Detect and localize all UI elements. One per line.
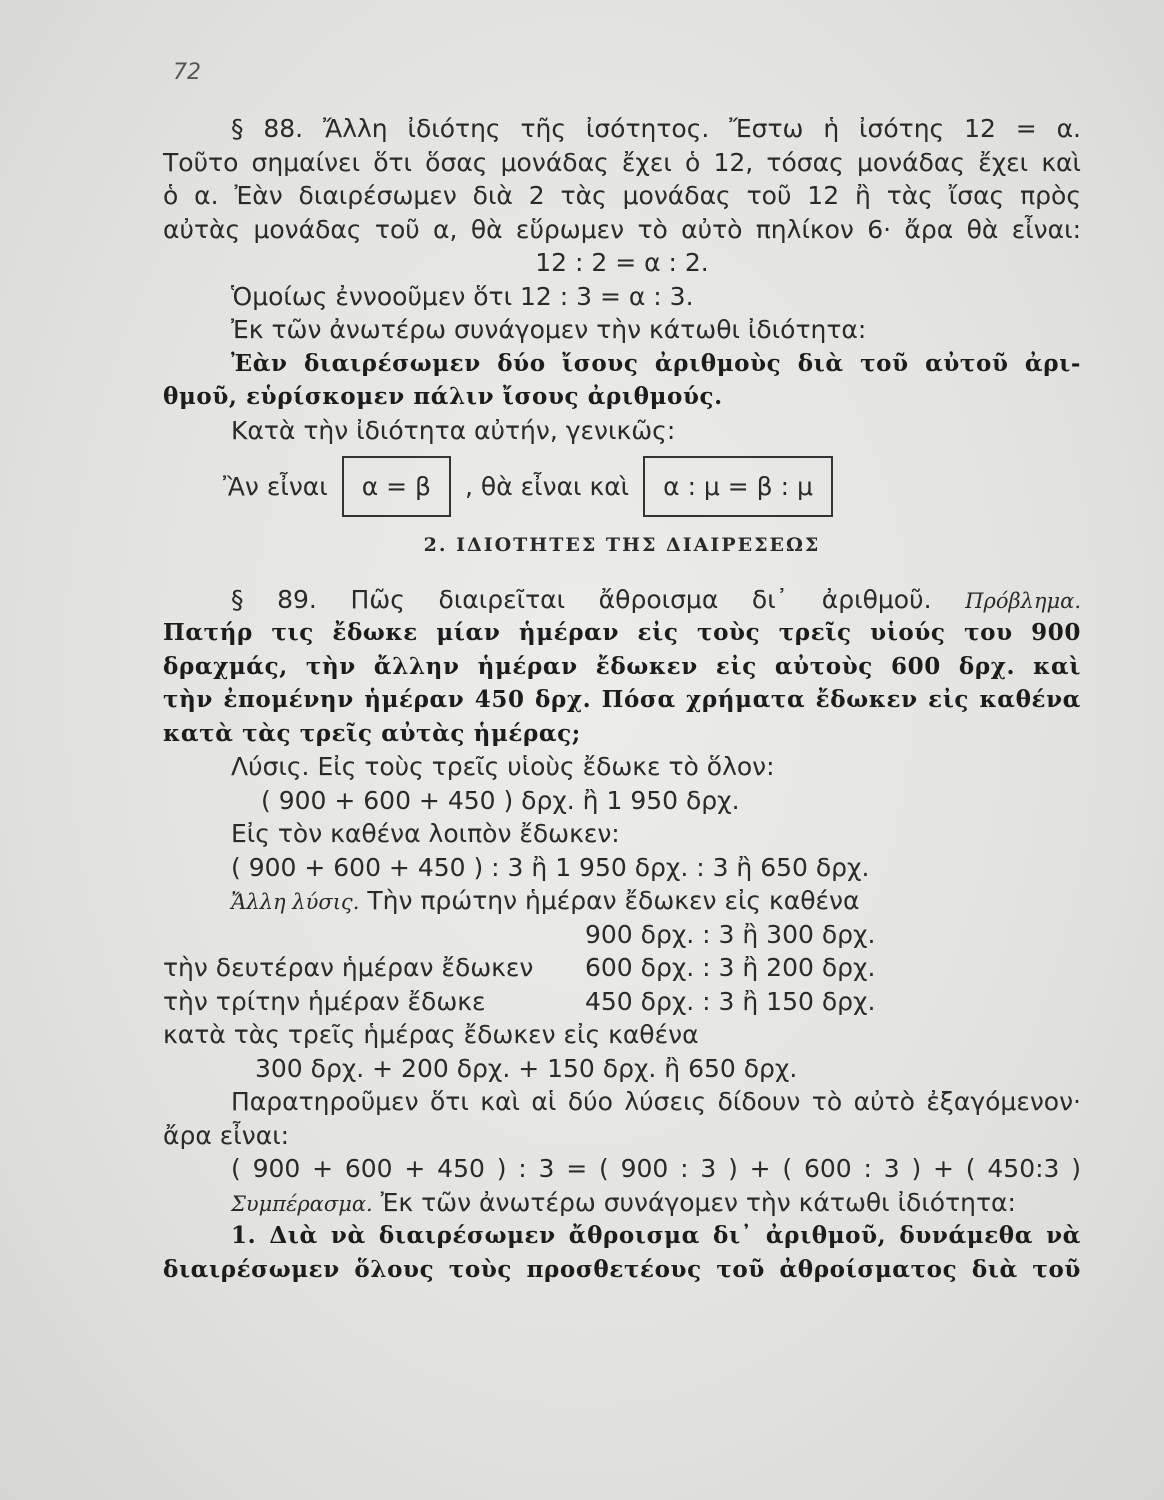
s88-conclude: Ἐκ τῶν ἀνωτέρω συνάγομεν τὴν κάτωθι ἰδιότητα:: [231, 315, 867, 344]
alt-solution-intro: [163, 884, 1081, 918]
problem-line-2: δραχμάς, τὴν ἄλλην ἡμέραν ἔδωκεν εἰς αὐτοὺς 600 δρχ. καὶ: [163, 652, 1081, 680]
day1-calc: 900 δρχ. : 3 ἢ 300 δρχ.: [585, 919, 876, 949]
day2-text: τὴν δευτέραν ἡμέραν ἔδωκεν: [163, 953, 534, 982]
day2-row: [163, 951, 1081, 985]
s88-similar: Ὁμοίως ἐννοοῦμεν ὅτι 12 : 3 = α : 3.: [231, 281, 694, 311]
conclusion-label: Συμπέρασμα.: [231, 1191, 373, 1216]
s88-general: Κατὰ τὴν ἰδιότητα αὐτήν, γενικῶς:: [231, 415, 676, 445]
then-text: , θὰ εἶναι καὶ: [465, 471, 630, 501]
s88-line-1: § 88. Ἄλλη ἰδιότης τῆς ἰσότητος. Ἔστω ἡ ἰσότης 12 = α.: [231, 114, 1081, 143]
alt-intro: Τὴν πρώτην ἡμέραν ἔδωκεν εἰς καθένα: [367, 886, 860, 915]
s88-rule-line-2: θμοῦ, εὑρίσκομεν πάλιν ἴσους ἀριθμούς.: [163, 383, 723, 410]
equality-box: α = β: [342, 456, 451, 517]
s88-line-3: ὁ α. Ἐὰν διαιρέσωμεν διὰ 2 τὰς μονάδας τοῦ 12 ἢ τὰς ἴσας πρὸς: [163, 181, 1081, 210]
s88-equation: 12 : 2 = α : 2.: [535, 248, 709, 277]
day3-text: τὴν τρίτην ἡμέραν ἔδωκε: [163, 986, 486, 1016]
conclusion-text: Ἐκ τῶν ἀνωτέρω συνάγομεν τὴν κάτωθι ἰδιότητα:: [380, 1187, 1016, 1217]
observe-line-2: ἄρα εἶναι:: [163, 1120, 290, 1150]
observe-line-1: Παρατηροῦμεν ὅτι καὶ αἱ δύο λύσεις δίδουν τὸ αὐτὸ ἐξαγόμενον·: [231, 1087, 1081, 1116]
conclusion-line: [163, 1186, 1081, 1220]
s89-rule-line-1: 1. Διὰ νὰ διαιρέσωμεν ἄθροισμα δι᾽ ἀριθμοῦ, δυνάμεθα νὰ: [231, 1222, 1081, 1249]
sum-calc: 300 δρχ. + 200 δρχ. + 150 δρχ. ἢ 650 δρχ.: [255, 1053, 798, 1083]
alt-label: Ἄλλη λύσις.: [231, 890, 360, 914]
day1-row: [163, 918, 1081, 952]
s88-line-4: αὐτὰς μονάδας τοῦ α, θὰ εὕρωμεν τὸ αὐτὸ πηλίκον 6· ἄρα θὰ εἶναι:: [163, 214, 1081, 244]
s89-rule-line-2: διαιρέσωμεν ὅλους τοὺς προσθετέους τοῦ ἀθροίσματος διὰ τοῦ: [163, 1255, 1081, 1283]
day2-calc: 600 δρχ. : 3 ἢ 200 δρχ.: [585, 953, 876, 982]
day3-calc: 450 δρχ. : 3 ἢ 150 δρχ.: [585, 986, 876, 1016]
solution-line-3: Εἰς τὸν καθένα λοιπὸν ἔδωκεν:: [231, 819, 620, 848]
problem-line-4: κατὰ τὰς τρεῖς αὐτὰς ἡμέρας;: [163, 719, 581, 747]
if-text: Ἂν εἶναι: [223, 471, 328, 501]
solution-line-2: ( 900 + 600 + 450 ) δρχ. ἢ 1 950 δρχ.: [261, 785, 740, 815]
s89-title: § 89. Πῶς διαιρεῖται ἄθροισμα δι᾽ ἀριθμοῦ.: [231, 584, 932, 614]
over-days: κατὰ τὰς τρεῖς ἡμέρας ἔδωκεν εἰς καθένα: [163, 1020, 699, 1049]
ratio-box: α : μ = β : μ: [643, 456, 833, 517]
identity-equation: ( 900 + 600 + 450 ) : 3 = ( 900 : 3 ) + ( 600 : 3 ) + ( 450:3 ): [231, 1154, 1081, 1183]
page-number: 72: [173, 60, 201, 85]
solution-line-4: ( 900 + 600 + 450 ) : 3 ἢ 1 950 δρχ. : 3 ἢ 650 δρχ.: [231, 852, 870, 882]
solution-line-1: Λύσις. Εἰς τοὺς τρεῖς υἱοὺς ἔδωκε τὸ ὅλον:: [231, 752, 775, 781]
property-formula-row: [163, 447, 1081, 525]
page-body: [163, 112, 1081, 1286]
day3-row: [163, 985, 1081, 1019]
problem-line-1: Πατήρ τις ἔδωκε μίαν ἡμέραν εἰς τοὺς τρεῖς υἱούς του 900: [163, 619, 1081, 646]
problem-label: Πρόβλημα.: [965, 588, 1081, 613]
section-heading: 2. ΙΔΙΟΤΗΤΕΣ ΤΗΣ ΔΙΑΙΡΕΣΕΩΣ: [423, 534, 821, 556]
s88-line-2: Τοῦτο σημαίνει ὅτι ὅσας μονάδας ἔχει ὁ 12, τόσας μονάδας ἔχει καὶ: [163, 147, 1081, 177]
s88-rule-line-1: Ἐὰν διαιρέσωμεν δύο ἴσους ἀριθμοὺς διὰ τοῦ αὐτοῦ ἀρι-: [231, 349, 1081, 377]
problem-line-3: τὴν ἐπομένην ἡμέραν 450 δρχ. Πόσα χρήματα ἔδωκεν εἰς καθένα: [163, 686, 1081, 713]
s89-title-line: [163, 583, 1081, 617]
